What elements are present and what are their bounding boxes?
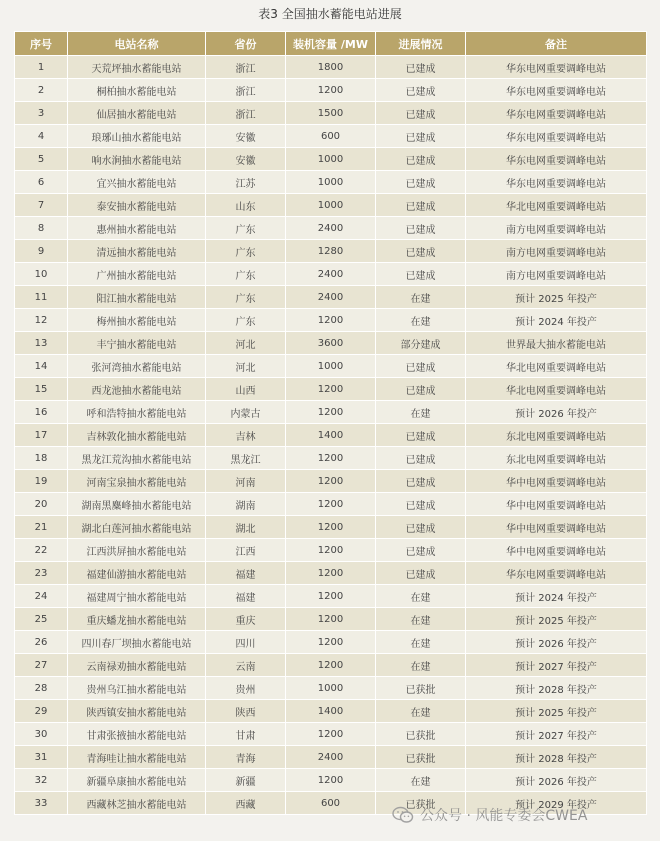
table-caption: 表3 全国抽水蓄能电站进展 (258, 7, 402, 21)
cell-index: 13 (15, 332, 68, 355)
cell-progress: 已建成 (376, 424, 466, 447)
cell-station-name: 梅州抽水蓄能电站 (68, 309, 206, 332)
cell-capacity: 1500 (286, 102, 376, 125)
cell-station-name: 呼和浩特抽水蓄能电站 (68, 401, 206, 424)
cell-station-name: 丰宁抽水蓄能电站 (68, 332, 206, 355)
cell-province: 陕西 (206, 700, 286, 723)
wechat-icon (392, 806, 414, 824)
cell-station-name: 响水涧抽水蓄能电站 (68, 148, 206, 171)
cell-progress: 已获批 (376, 677, 466, 700)
table-row (15, 677, 647, 700)
cell-index: 9 (15, 240, 68, 263)
cell-progress: 已建成 (376, 263, 466, 286)
cell-progress: 已建成 (376, 470, 466, 493)
cell-capacity: 1000 (286, 677, 376, 700)
cell-station-name: 泰安抽水蓄能电站 (68, 194, 206, 217)
cell-station-name: 湖北白莲河抽水蓄能电站 (68, 516, 206, 539)
cell-progress: 在建 (376, 585, 466, 608)
cell-capacity: 2400 (286, 286, 376, 309)
cell-remarks: 世界最大抽水蓄能电站 (466, 332, 647, 355)
cell-remarks: 华北电网重要调峰电站 (466, 355, 647, 378)
cell-station-name: 甘肃张掖抽水蓄能电站 (68, 723, 206, 746)
cell-progress: 已建成 (376, 493, 466, 516)
cell-progress: 已建成 (376, 562, 466, 585)
table-row (15, 102, 647, 125)
cell-remarks: 预计 2028 年投产 (466, 677, 647, 700)
table-row (15, 608, 647, 631)
cell-index: 33 (15, 792, 68, 815)
cell-remarks: 华中电网重要调峰电站 (466, 516, 647, 539)
table-row (15, 516, 647, 539)
table-row (15, 401, 647, 424)
cell-station-name: 仙居抽水蓄能电站 (68, 102, 206, 125)
cell-province: 福建 (206, 585, 286, 608)
cell-index: 4 (15, 125, 68, 148)
cell-capacity: 1200 (286, 654, 376, 677)
cell-capacity: 1400 (286, 424, 376, 447)
table-row (15, 194, 647, 217)
cell-progress: 已建成 (376, 171, 466, 194)
cell-province: 贵州 (206, 677, 286, 700)
cell-remarks: 华东电网重要调峰电站 (466, 148, 647, 171)
cell-province: 新疆 (206, 769, 286, 792)
table-row (15, 424, 647, 447)
watermark (392, 800, 587, 830)
cell-index: 11 (15, 286, 68, 309)
cell-remarks: 南方电网重要调峰电站 (466, 263, 647, 286)
cell-progress: 在建 (376, 769, 466, 792)
cell-province: 江西 (206, 539, 286, 562)
cell-station-name: 江西洪屏抽水蓄能电站 (68, 539, 206, 562)
table-row (15, 171, 647, 194)
cell-station-name: 琅琊山抽水蓄能电站 (68, 125, 206, 148)
cell-progress: 在建 (376, 700, 466, 723)
header-index: 序号 (15, 32, 68, 56)
cell-progress: 已建成 (376, 539, 466, 562)
cell-province: 山西 (206, 378, 286, 401)
table-row (15, 355, 647, 378)
table-row (15, 125, 647, 148)
cell-capacity: 1200 (286, 608, 376, 631)
cell-remarks: 预计 2027 年投产 (466, 654, 647, 677)
cell-province: 内蒙古 (206, 401, 286, 424)
cell-remarks: 预计 2025 年投产 (466, 286, 647, 309)
cell-capacity: 600 (286, 792, 376, 815)
table-row (15, 217, 647, 240)
cell-capacity: 1200 (286, 562, 376, 585)
cell-station-name: 新疆阜康抽水蓄能电站 (68, 769, 206, 792)
cell-remarks: 预计 2024 年投产 (466, 585, 647, 608)
cell-capacity: 1200 (286, 516, 376, 539)
cell-province: 云南 (206, 654, 286, 677)
cell-capacity: 1200 (286, 631, 376, 654)
cell-province: 安徽 (206, 125, 286, 148)
cell-remarks: 预计 2024 年投产 (466, 309, 647, 332)
cell-station-name: 青海哇让抽水蓄能电站 (68, 746, 206, 769)
cell-progress: 已建成 (376, 56, 466, 79)
cell-station-name: 陕西镇安抽水蓄能电站 (68, 700, 206, 723)
cell-remarks: 预计 2025 年投产 (466, 700, 647, 723)
cell-index: 24 (15, 585, 68, 608)
cell-index: 23 (15, 562, 68, 585)
cell-remarks: 华东电网重要调峰电站 (466, 56, 647, 79)
cell-index: 14 (15, 355, 68, 378)
table-body (15, 56, 647, 815)
cell-station-name: 福建周宁抽水蓄能电站 (68, 585, 206, 608)
cell-station-name: 宜兴抽水蓄能电站 (68, 171, 206, 194)
cell-index: 7 (15, 194, 68, 217)
cell-index: 25 (15, 608, 68, 631)
cell-remarks: 预计 2027 年投产 (466, 723, 647, 746)
cell-province: 湖南 (206, 493, 286, 516)
cell-station-name: 福建仙游抽水蓄能电站 (68, 562, 206, 585)
table-row (15, 769, 647, 792)
cell-index: 2 (15, 79, 68, 102)
table-row (15, 263, 647, 286)
cell-station-name: 西藏林芝抽水蓄能电站 (68, 792, 206, 815)
cell-remarks: 南方电网重要调峰电站 (466, 217, 647, 240)
cell-capacity: 1400 (286, 700, 376, 723)
table-row (15, 585, 647, 608)
cell-remarks: 南方电网重要调峰电站 (466, 240, 647, 263)
cell-province: 广东 (206, 263, 286, 286)
cell-capacity: 2400 (286, 217, 376, 240)
cell-capacity: 1000 (286, 171, 376, 194)
cell-station-name: 张河湾抽水蓄能电站 (68, 355, 206, 378)
header-capacity: 装机容量 /MW (286, 32, 376, 56)
cell-station-name: 贵州乌江抽水蓄能电站 (68, 677, 206, 700)
table-header-row (15, 32, 647, 56)
cell-province: 河北 (206, 355, 286, 378)
cell-capacity: 1200 (286, 470, 376, 493)
cell-index: 15 (15, 378, 68, 401)
cell-station-name: 四川春厂坝抽水蓄能电站 (68, 631, 206, 654)
cell-capacity: 1200 (286, 723, 376, 746)
cell-index: 1 (15, 56, 68, 79)
cell-capacity: 1200 (286, 378, 376, 401)
cell-province: 湖北 (206, 516, 286, 539)
header-progress: 进展情况 (376, 32, 466, 56)
cell-province: 四川 (206, 631, 286, 654)
cell-progress: 已建成 (376, 516, 466, 539)
cell-index: 12 (15, 309, 68, 332)
cell-progress: 已建成 (376, 447, 466, 470)
cell-progress: 已获批 (376, 746, 466, 769)
cell-index: 8 (15, 217, 68, 240)
cell-province: 浙江 (206, 102, 286, 125)
header-province: 省份 (206, 32, 286, 56)
cell-capacity: 1200 (286, 447, 376, 470)
cell-province: 河北 (206, 332, 286, 355)
cell-capacity: 1800 (286, 56, 376, 79)
cell-index: 16 (15, 401, 68, 424)
cell-station-name: 云南禄劝抽水蓄能电站 (68, 654, 206, 677)
cell-station-name: 阳江抽水蓄能电站 (68, 286, 206, 309)
cell-index: 10 (15, 263, 68, 286)
watermark-text: 公众号 · 风能专委会CWEA (420, 808, 588, 824)
cell-capacity: 1000 (286, 194, 376, 217)
cell-capacity: 1200 (286, 493, 376, 516)
cell-province: 西藏 (206, 792, 286, 815)
cell-index: 30 (15, 723, 68, 746)
table-row (15, 470, 647, 493)
header-station-name: 电站名称 (68, 32, 206, 56)
cell-capacity: 1200 (286, 309, 376, 332)
table-row (15, 309, 647, 332)
cell-capacity: 600 (286, 125, 376, 148)
cell-remarks: 预计 2026 年投产 (466, 631, 647, 654)
cell-capacity: 1200 (286, 539, 376, 562)
cell-index: 27 (15, 654, 68, 677)
cell-province: 浙江 (206, 79, 286, 102)
table-row (15, 286, 647, 309)
cell-progress: 已建成 (376, 102, 466, 125)
cell-progress: 已获批 (376, 723, 466, 746)
cell-capacity: 1000 (286, 148, 376, 171)
cell-progress: 在建 (376, 401, 466, 424)
cell-station-name: 河南宝泉抽水蓄能电站 (68, 470, 206, 493)
cell-progress: 在建 (376, 631, 466, 654)
cell-province: 广东 (206, 240, 286, 263)
cell-province: 河南 (206, 470, 286, 493)
cell-progress: 已建成 (376, 194, 466, 217)
cell-province: 安徽 (206, 148, 286, 171)
cell-index: 3 (15, 102, 68, 125)
cell-progress: 已建成 (376, 378, 466, 401)
table-row (15, 332, 647, 355)
cell-province: 福建 (206, 562, 286, 585)
table-row (15, 56, 647, 79)
cell-station-name: 黑龙江荒沟抽水蓄能电站 (68, 447, 206, 470)
cell-capacity: 3600 (286, 332, 376, 355)
cell-province: 吉林 (206, 424, 286, 447)
table-row (15, 148, 647, 171)
cell-index: 6 (15, 171, 68, 194)
cell-progress: 已建成 (376, 240, 466, 263)
cell-station-name: 桐柏抽水蓄能电站 (68, 79, 206, 102)
cell-capacity: 1200 (286, 401, 376, 424)
cell-remarks: 东北电网重要调峰电站 (466, 424, 647, 447)
cell-province: 广东 (206, 309, 286, 332)
cell-province: 黑龙江 (206, 447, 286, 470)
table-row (15, 723, 647, 746)
table-row (15, 700, 647, 723)
cell-progress: 在建 (376, 608, 466, 631)
table-row (15, 746, 647, 769)
cell-index: 26 (15, 631, 68, 654)
cell-province: 广东 (206, 286, 286, 309)
cell-capacity: 1280 (286, 240, 376, 263)
cell-capacity: 1200 (286, 769, 376, 792)
cell-index: 20 (15, 493, 68, 516)
table-row (15, 654, 647, 677)
cell-remarks: 华北电网重要调峰电站 (466, 194, 647, 217)
cell-province: 浙江 (206, 56, 286, 79)
cell-remarks: 华东电网重要调峰电站 (466, 79, 647, 102)
table-row (15, 79, 647, 102)
cell-capacity: 1000 (286, 355, 376, 378)
table-row (15, 562, 647, 585)
cell-remarks: 预计 2025 年投产 (466, 608, 647, 631)
cell-province: 广东 (206, 217, 286, 240)
table-row (15, 240, 647, 263)
cell-remarks: 预计 2026 年投产 (466, 769, 647, 792)
cell-capacity: 1200 (286, 79, 376, 102)
cell-province: 重庆 (206, 608, 286, 631)
cell-index: 28 (15, 677, 68, 700)
table-row (15, 493, 647, 516)
cell-station-name: 广州抽水蓄能电站 (68, 263, 206, 286)
cell-index: 18 (15, 447, 68, 470)
cell-station-name: 天荒坪抽水蓄能电站 (68, 56, 206, 79)
cell-index: 17 (15, 424, 68, 447)
cell-remarks: 华东电网重要调峰电站 (466, 562, 647, 585)
cell-station-name: 西龙池抽水蓄能电站 (68, 378, 206, 401)
table-row (15, 539, 647, 562)
cell-index: 31 (15, 746, 68, 769)
cell-station-name: 惠州抽水蓄能电站 (68, 217, 206, 240)
cell-remarks: 东北电网重要调峰电站 (466, 447, 647, 470)
header-remarks: 备注 (466, 32, 647, 56)
cell-station-name: 清远抽水蓄能电站 (68, 240, 206, 263)
cell-progress: 在建 (376, 286, 466, 309)
cell-remarks: 预计 2026 年投产 (466, 401, 647, 424)
cell-station-name: 湖南黑麋峰抽水蓄能电站 (68, 493, 206, 516)
cell-progress: 在建 (376, 309, 466, 332)
cell-progress: 在建 (376, 654, 466, 677)
cell-index: 19 (15, 470, 68, 493)
cell-progress: 部分建成 (376, 332, 466, 355)
cell-remarks: 华东电网重要调峰电站 (466, 125, 647, 148)
cell-station-name: 吉林敦化抽水蓄能电站 (68, 424, 206, 447)
cell-progress: 已建成 (376, 355, 466, 378)
cell-index: 5 (15, 148, 68, 171)
table-row (15, 378, 647, 401)
cell-remarks: 华中电网重要调峰电站 (466, 493, 647, 516)
cell-index: 22 (15, 539, 68, 562)
cell-remarks: 预计 2029 年投产 (466, 792, 647, 815)
cell-index: 21 (15, 516, 68, 539)
table-row (15, 631, 647, 654)
cell-remarks: 华中电网重要调峰电站 (466, 539, 647, 562)
cell-province: 青海 (206, 746, 286, 769)
cell-station-name: 重庆蟠龙抽水蓄能电站 (68, 608, 206, 631)
cell-province: 江苏 (206, 171, 286, 194)
cell-remarks: 预计 2028 年投产 (466, 746, 647, 769)
cell-capacity: 2400 (286, 746, 376, 769)
cell-index: 32 (15, 769, 68, 792)
pumped-storage-table (14, 31, 647, 815)
cell-progress: 已建成 (376, 79, 466, 102)
cell-progress: 已建成 (376, 148, 466, 171)
cell-progress: 已建成 (376, 125, 466, 148)
cell-remarks: 华东电网重要调峰电站 (466, 102, 647, 125)
cell-remarks: 华北电网重要调峰电站 (466, 378, 647, 401)
table-row (15, 447, 647, 470)
cell-capacity: 1200 (286, 585, 376, 608)
cell-remarks: 华东电网重要调峰电站 (466, 171, 647, 194)
cell-province: 甘肃 (206, 723, 286, 746)
cell-index: 29 (15, 700, 68, 723)
cell-progress: 已获批 (376, 792, 466, 815)
cell-remarks: 华中电网重要调峰电站 (466, 470, 647, 493)
cell-capacity: 2400 (286, 263, 376, 286)
cell-progress: 已建成 (376, 217, 466, 240)
cell-province: 山东 (206, 194, 286, 217)
